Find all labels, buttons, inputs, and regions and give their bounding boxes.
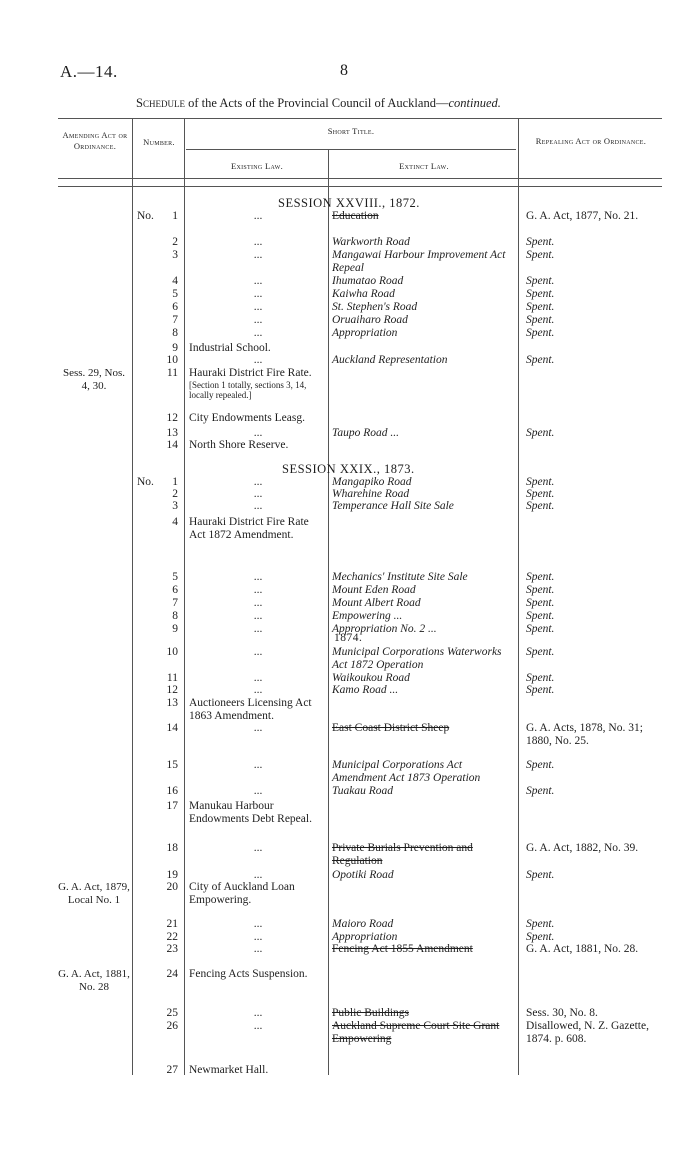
no-label: No. (137, 476, 154, 488)
existing-law: ... (253, 672, 263, 684)
extinct-law-title: Empowering ... (332, 610, 403, 622)
existing-law: ... (253, 288, 263, 300)
existing-law: ... (253, 571, 263, 583)
repealing-act: Spent. (526, 759, 555, 771)
extinct-law (332, 918, 518, 931)
extinct-law (332, 500, 518, 513)
act-number: 5 (172, 288, 178, 300)
existing-law: Industrial School. (189, 342, 271, 354)
existing-law: ... (253, 918, 263, 930)
extinct-law-title: Education (332, 210, 379, 222)
act-number: 3 (172, 500, 178, 512)
extinct-law-title: Mechanics' Institute Site Sale (332, 571, 468, 583)
repealing-act: Sess. 30, No. 8. (526, 1007, 598, 1019)
existing-law: ... (253, 249, 263, 261)
repealing-act: Spent. (526, 427, 555, 439)
repealing-act: G. A. Act, 1881, No. 28. (526, 943, 639, 955)
existing-law: ... (253, 597, 263, 609)
act-number: 13 (166, 427, 178, 439)
extinct-law (332, 1007, 518, 1020)
extinct-law-title: Mangawai Harbour Improvement Act Repeal (332, 249, 506, 274)
extinct-law-title: Warkworth Road (332, 236, 410, 248)
repealing-act: Spent. (526, 354, 555, 366)
act-number: 21 (166, 918, 178, 930)
existing-law: ... (253, 488, 263, 500)
act-number: 27 (166, 1064, 178, 1076)
repealing-act: Spent. (526, 500, 555, 512)
act-number: 8 (172, 610, 178, 622)
extinct-law-title: Taupo Road ... (332, 427, 399, 439)
repealing-act: Spent. (526, 672, 555, 684)
act-number: 9 (172, 623, 178, 635)
existing-law: Newmarket Hall. (189, 1064, 269, 1076)
repealing-act: Spent. (526, 571, 555, 583)
extinct-law (332, 684, 518, 697)
col-rule-4 (518, 118, 519, 1075)
amending-act: G. A. Act, 1881, No. 28 (58, 968, 130, 993)
col-rule-3 (328, 150, 329, 1075)
amending-act: G. A. Act, 1879, Local No. 1 (58, 881, 130, 906)
extinct-law-title: Mangapiko Road (332, 476, 412, 488)
repealing-act: Spent. (526, 918, 555, 930)
existing-law: ... (253, 943, 263, 955)
repealing-act: Spent. (526, 288, 555, 300)
repealing-act: G. A. Act, 1877, No. 21. (526, 210, 639, 222)
repealing-act: Spent. (526, 476, 555, 488)
act-number: 11 (166, 672, 178, 684)
extinct-law-title: Fencing Act 1855 Amendment (332, 943, 473, 955)
act-number: 15 (166, 759, 178, 771)
act-number: 6 (172, 301, 178, 313)
act-number: 5 (172, 571, 178, 583)
existing-law: ... (253, 722, 263, 734)
existing-law: City of Auckland Loan Empowering. (189, 881, 295, 906)
extinct-law (332, 785, 518, 798)
act-number: 20 (166, 881, 178, 893)
extinct-law (332, 646, 518, 672)
repealing-act: G. A. Act, 1882, No. 39. (526, 842, 639, 854)
existing-law: Auctioneers Licensing Act 1863 Amendment. (189, 697, 312, 722)
repealing-act: Spent. (526, 488, 555, 500)
header-repealing: Repealing Act or Ordinance. (535, 136, 647, 146)
extinct-law-title: St. Stephen's Road (332, 301, 418, 313)
extinct-law-title: Oruaiharo Road (332, 314, 408, 326)
act-number: 7 (172, 597, 178, 609)
extinct-law (332, 314, 518, 327)
existing-law: ... (253, 785, 263, 797)
extinct-law (332, 842, 518, 868)
extinct-law-title: Wharehine Road (332, 488, 410, 500)
existing-law: Fencing Acts Suspension. (189, 968, 308, 980)
act-number: 3 (172, 249, 178, 261)
act-number: 16 (166, 785, 178, 797)
act-number: 14 (166, 439, 178, 451)
extinct-law (332, 584, 518, 597)
act-number: 22 (166, 931, 178, 943)
caption-mid: of the Acts of the Provincial Council of Auckland— (184, 96, 449, 110)
header-number: Number. (143, 137, 175, 147)
extinct-law (332, 288, 518, 301)
extinct-law (332, 869, 518, 882)
repealing-act: G. A. Acts, 1878, No. 31; 1880, No. 25. (526, 722, 643, 747)
existing-law: ... (253, 427, 263, 439)
extinct-law (332, 427, 518, 440)
act-number: 12 (166, 412, 178, 424)
act-number: 4 (172, 516, 178, 528)
repealing-act: Spent. (526, 249, 555, 261)
act-number: 24 (166, 968, 178, 980)
repealing-act: Spent. (526, 646, 555, 658)
header-short-title: Short Title. (327, 126, 375, 136)
extinct-law (332, 722, 518, 735)
session-heading: SESSION XXVIII., 1872. (278, 196, 420, 210)
repealing-act: Spent. (526, 785, 555, 797)
caption-tail: continued. (448, 96, 501, 110)
extinct-law (332, 210, 518, 223)
short-title-rule (186, 149, 516, 150)
page-number: 8 (340, 62, 348, 79)
existing-law: ... (253, 869, 263, 881)
extinct-law (332, 610, 518, 623)
act-number: 17 (166, 800, 178, 812)
existing-law: ... (253, 842, 263, 854)
amending-act: Sess. 29, Nos. 4, 30. (62, 367, 126, 392)
table-top-rule (58, 118, 662, 119)
extinct-law-title: Temperance Hall Site Sale (332, 500, 454, 512)
extinct-law-title: Auckland Representation (332, 354, 448, 366)
existing-law: ... (253, 1007, 263, 1019)
repealing-act: Spent. (526, 869, 555, 881)
act-number: 11 (166, 367, 178, 379)
extinct-law (332, 623, 518, 636)
extinct-law-title: Ihumatao Road (332, 275, 404, 287)
existing-law: City Endowments Leasg. (189, 412, 305, 424)
caption-lead: Schedule (136, 96, 185, 110)
existing-law: ... (253, 210, 263, 222)
act-number: 12 (166, 684, 178, 696)
extinct-law-title: East Coast District Sheep (332, 722, 450, 734)
no-label: No. (137, 210, 154, 222)
act-number: 23 (166, 943, 178, 955)
act-number: 1 (172, 476, 178, 488)
col-rule-1 (132, 118, 133, 1075)
header-bottom-rule-2 (58, 186, 662, 187)
existing-law: ... (253, 327, 263, 339)
act-number: 18 (166, 842, 178, 854)
existing-law: ... (253, 301, 263, 313)
header-existing: Existing Law. (230, 161, 284, 171)
extinct-law (332, 249, 518, 275)
existing-law: Hauraki District Fire Rate. [Section 1 totally, sections 3, 14, locally repealed.] (189, 367, 327, 400)
repealing-act: Spent. (526, 610, 555, 622)
existing-law: ... (253, 623, 263, 635)
extinct-law-title: Kamo Road ... (332, 684, 399, 696)
act-number: 2 (172, 488, 178, 500)
existing-law: ... (253, 684, 263, 696)
extinct-law-title: Auckland Supreme Court Site Grant Empowering (332, 1020, 500, 1045)
extinct-law (332, 1020, 518, 1046)
extinct-law (332, 571, 518, 584)
document-reference: A.—14. (60, 62, 118, 81)
act-number: 9 (172, 342, 178, 354)
extinct-law-title: Tuakau Road (332, 785, 394, 797)
existing-law: ... (253, 1020, 263, 1032)
existing-law: Hauraki District Fire Rate Act 1872 Amendment. (189, 516, 309, 541)
extinct-law (332, 943, 518, 956)
table-caption (136, 96, 501, 111)
act-number: 10 (166, 354, 178, 366)
extinct-law (332, 301, 518, 314)
session-heading: SESSION XXIX., 1873. (282, 462, 415, 476)
extinct-law (332, 236, 518, 249)
year-heading: 1874. (334, 632, 363, 644)
repealing-act: Spent. (526, 275, 555, 287)
repealing-act: Spent. (526, 597, 555, 609)
extinct-law-title: Private Burials Prevention and Regulation (332, 842, 473, 867)
extinct-law-title: Municipal Corporations Waterworks Act 1872 Operation (332, 646, 502, 671)
header-bottom-rule (58, 178, 662, 179)
extinct-law-title: Appropriation (332, 931, 398, 943)
existing-law: Manukau Harbour Endowments Debt Repeal. (189, 800, 312, 825)
extinct-law-title: Maioro Road (332, 918, 394, 930)
extinct-law-title: Appropriation No. 2 ... (332, 623, 437, 635)
act-number: 2 (172, 236, 178, 248)
extinct-law-title: Kaiwha Road (332, 288, 395, 300)
existing-law: ... (253, 759, 263, 771)
extinct-law (332, 759, 518, 785)
extinct-law-title: Municipal Corporations Act Amendment Act 1873 Operation (332, 759, 481, 784)
repealing-act: Spent. (526, 584, 555, 596)
extinct-law (332, 327, 518, 340)
act-number: 10 (166, 646, 178, 658)
act-number: 13 (166, 697, 178, 709)
extinct-law (332, 275, 518, 288)
header-extinct: Extinct Law. (399, 161, 449, 171)
existing-law: ... (253, 236, 263, 248)
repealing-act: Spent. (526, 327, 555, 339)
col-rule-2 (184, 118, 185, 1075)
extinct-law-title: Waikoukou Road (332, 672, 410, 684)
act-number: 14 (166, 722, 178, 734)
extinct-law (332, 597, 518, 610)
extinct-law-title: Public Buildings (332, 1007, 409, 1019)
header-amending: Amending Act or Ordinance. (62, 130, 128, 151)
extinct-law-title: Appropriation (332, 327, 398, 339)
existing-law: ... (253, 500, 263, 512)
repealing-act: Disallowed, N. Z. Gazette, 1874. p. 608. (526, 1020, 649, 1045)
extinct-law-title: Mount Albert Road (332, 597, 421, 609)
act-number: 7 (172, 314, 178, 326)
act-number: 8 (172, 327, 178, 339)
extinct-law-title: Mount Eden Road (332, 584, 416, 596)
existing-law: North Shore Reserve. (189, 439, 289, 451)
existing-law: ... (253, 646, 263, 658)
existing-law: ... (253, 584, 263, 596)
existing-law: ... (253, 354, 263, 366)
repealing-act: Spent. (526, 931, 555, 943)
repealing-act: Spent. (526, 623, 555, 635)
act-number: 6 (172, 584, 178, 596)
act-number: 19 (166, 869, 178, 881)
act-number: 25 (166, 1007, 178, 1019)
existing-law: ... (253, 275, 263, 287)
extinct-law (332, 354, 518, 367)
existing-law: ... (253, 610, 263, 622)
repealing-act: Spent. (526, 314, 555, 326)
act-number: 26 (166, 1020, 178, 1032)
extinct-law-title: Opotiki Road (332, 869, 394, 881)
repealing-act: Spent. (526, 684, 555, 696)
act-number: 1 (172, 210, 178, 222)
existing-law: ... (253, 314, 263, 326)
act-number: 4 (172, 275, 178, 287)
existing-law: ... (253, 476, 263, 488)
repealing-act: Spent. (526, 301, 555, 313)
repealing-act: Spent. (526, 236, 555, 248)
existing-law-note: [Section 1 totally, sections 3, 14, locally repealed.] (189, 380, 307, 400)
existing-law: ... (253, 931, 263, 943)
